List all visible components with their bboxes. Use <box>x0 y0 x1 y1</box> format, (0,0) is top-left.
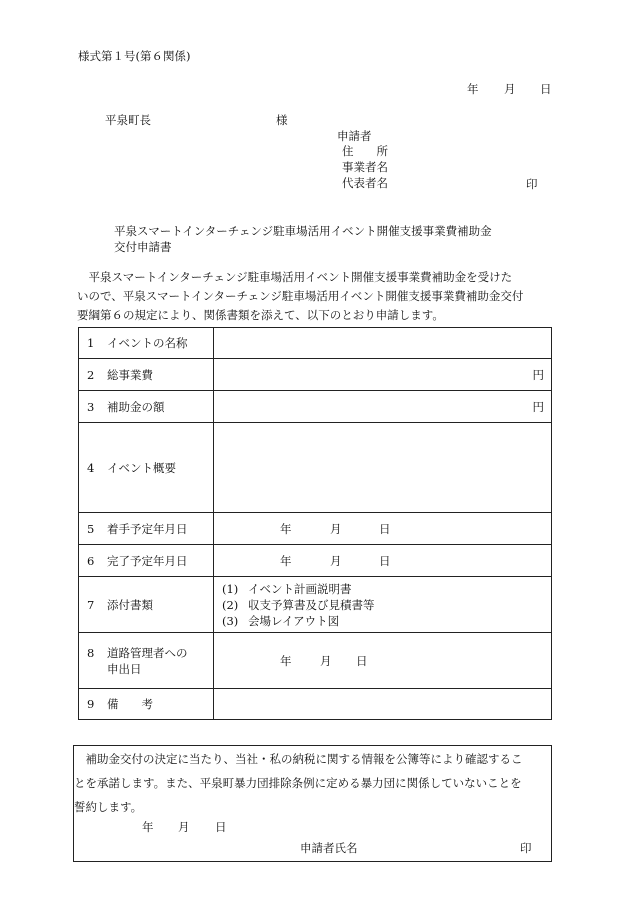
attachments-list <box>214 577 552 633</box>
event-summary-field[interactable] <box>214 423 552 513</box>
table-row <box>79 359 552 391</box>
date-day: 日 <box>540 82 552 96</box>
table-row <box>79 423 552 513</box>
table-row <box>79 545 552 577</box>
intro-paragraph <box>77 268 552 325</box>
application-table <box>78 327 552 720</box>
consent-line1: 補助金交付の決定に当たり、当社・私の納税に関する情報を公簿等により確認するこ <box>74 752 523 766</box>
date-month: 月 <box>504 82 516 96</box>
table-row <box>79 577 552 633</box>
yen-unit: 円 <box>532 399 544 414</box>
applicant-business-label: 事業者名 <box>342 160 388 174</box>
remarks-field[interactable] <box>214 689 552 720</box>
date-year: 年 <box>467 82 479 96</box>
consent-line2: とを承諾します。また、平泉町暴力団排除条例に定める暴力団に関係していないことを <box>74 776 522 790</box>
table-row <box>79 328 552 359</box>
yen-unit: 円 <box>532 367 544 382</box>
road-admin-date-field[interactable]: 年 月 日 <box>214 633 552 689</box>
addressee-name: 平泉町長 <box>105 113 151 127</box>
addressee-honorific: 様 <box>276 113 288 127</box>
applicant-representative-label: 代表者名 <box>342 176 388 190</box>
title-line1: 平泉スマートインターチェンジ駐車場活用イベント開催支援事業費補助金 <box>114 224 492 238</box>
consent-box <box>73 745 552 862</box>
table-row <box>79 513 552 545</box>
subsidy-amount-label: 3 補助金の額 <box>79 391 214 423</box>
applicant-address-label: 住 所 <box>342 144 388 158</box>
consent-date-year: 年 <box>142 820 154 834</box>
total-cost-label: 2 総事業費 <box>79 359 214 391</box>
applicant-seal: 印 <box>526 177 538 191</box>
start-date-label: 5 着手予定年月日 <box>79 513 214 545</box>
start-date-field[interactable]: 年 月 日 <box>214 513 552 545</box>
signature-seal: 印 <box>520 841 532 855</box>
table-row <box>79 633 552 689</box>
end-date-label: 6 完了予定年月日 <box>79 545 214 577</box>
subsidy-amount-field[interactable] <box>214 391 552 423</box>
table-row <box>79 689 552 720</box>
event-name-label: 1 イベントの名称 <box>79 328 214 359</box>
title-line2: 交付申請書 <box>114 240 172 254</box>
event-summary-label: 4 イベント概要 <box>79 423 214 513</box>
attachments-label: 7 添付書類 <box>79 577 214 633</box>
end-date-field[interactable]: 年 月 日 <box>214 545 552 577</box>
list-item: (2) 収支予算書及び見積書等 <box>222 597 375 612</box>
applicant-heading: 申請者 <box>337 129 372 143</box>
list-item: (3) 会場レイアウト図 <box>222 613 340 628</box>
road-admin-date-label: 8 道路管理者への 申出日 <box>79 633 214 689</box>
total-cost-field[interactable] <box>214 359 552 391</box>
list-item: (1) イベント計画説明書 <box>222 581 352 596</box>
consent-text <box>74 747 551 819</box>
consent-date-day: 日 <box>215 820 227 834</box>
intro-line1: 平泉スマートインターチェンジ駐車場活用イベント開催支援事業費補助金を受けた <box>77 270 513 284</box>
event-name-field[interactable] <box>214 328 552 359</box>
consent-date-month: 月 <box>178 820 190 834</box>
table-row <box>79 391 552 423</box>
remarks-label: 9 備 考 <box>79 689 214 720</box>
signature-label: 申請者氏名 <box>300 841 358 855</box>
intro-line2: いので、平泉スマートインターチェンジ駐車場活用イベント開催支援事業費補助金交付 <box>77 289 524 303</box>
intro-line3: 要綱第６の規定により、関係書類を添えて、以下のとおり申請します。 <box>77 308 444 322</box>
consent-line3: 誓約します。 <box>74 800 143 814</box>
form-id: 様式第１号(第６関係) <box>78 49 191 63</box>
